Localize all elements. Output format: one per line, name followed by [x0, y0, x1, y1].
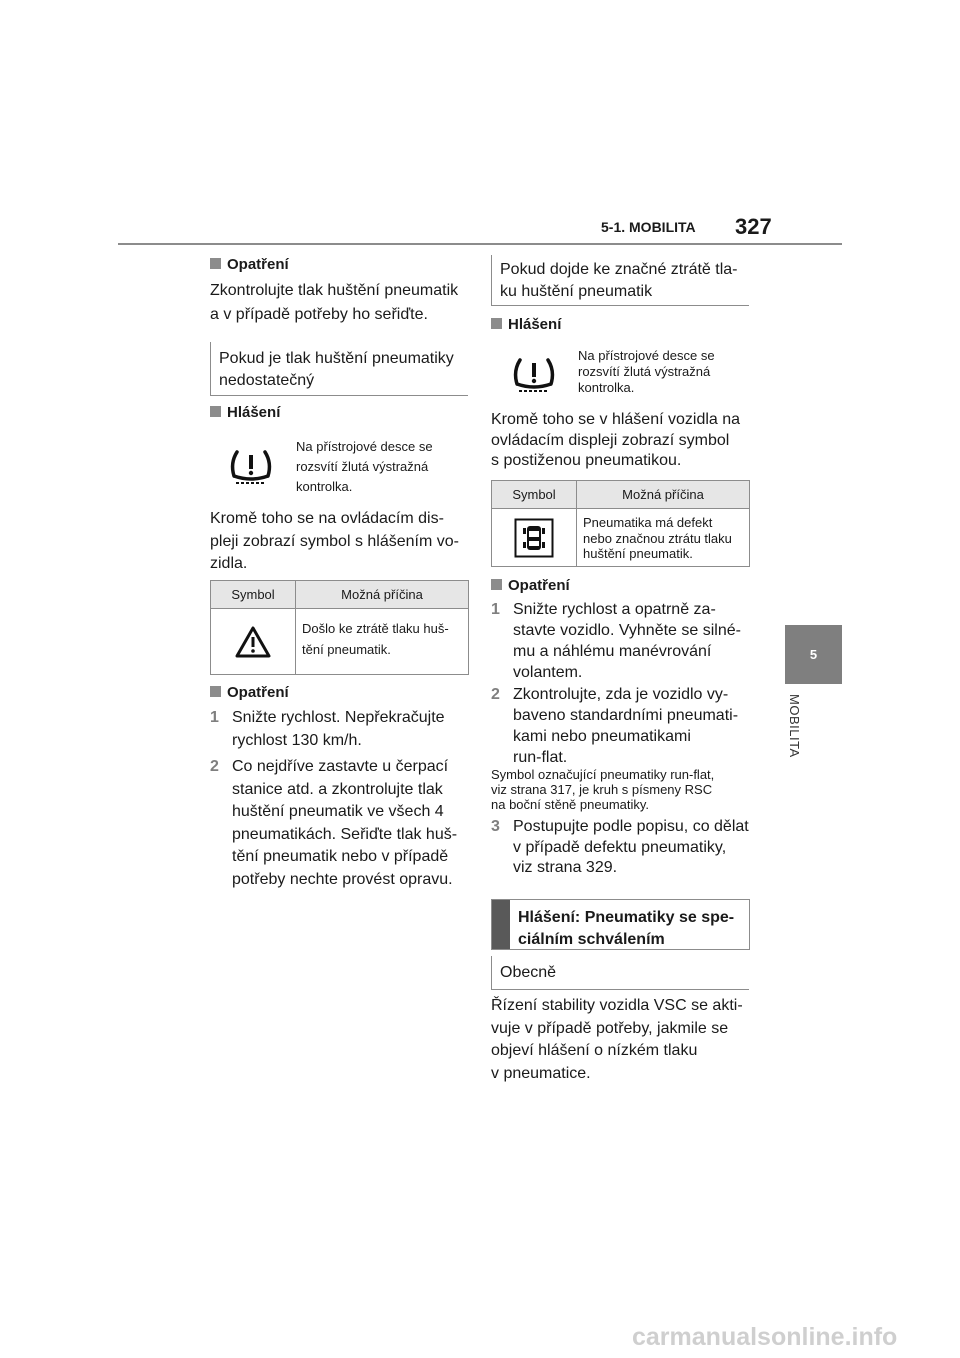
- chapter-tab[interactable]: 5: [785, 625, 842, 684]
- chapter-label: MOBILITA: [787, 694, 802, 758]
- low-pressure-box-title: Pokud je tlak huštění pneumatiky nedostatečný: [210, 342, 468, 396]
- step-1-left: 1 Snižte rychlost. Nepřekračujte rychlost 130 km/h.: [210, 709, 445, 749]
- table-header-cause: Možná příčina: [296, 581, 469, 609]
- watermark: carmanualsonline.info: [632, 1323, 898, 1351]
- section-title: 5-1. MOBILITA: [601, 219, 696, 235]
- step-1-right: 1 Snižte rychlost a opatrně za- stavte vozidlo. Vyhněte se silné- mu a náhlému manévrování volantem.: [491, 601, 741, 681]
- table-header-symbol: Symbol: [211, 581, 296, 609]
- table-row: [492, 509, 577, 567]
- special-approval-heading: Hlášení: Pneumatiky se spe- ciálním schválením: [491, 899, 750, 950]
- opatreni-heading-1: Opatření: [210, 256, 289, 273]
- display-text-left: Kromě toho se na ovládacím dis- pleji zobrazí symbol s hlášením vo- zidla.: [210, 510, 459, 572]
- run-flat-note: Symbol označující pneumatiky run-flat, viz strana 317, je kruh s písmeny RSC na boční stěně pneumatiky.: [491, 767, 715, 812]
- significant-loss-box-title: Pokud dojde ke značné ztrátě tla- ku huštění pneumatik: [491, 255, 749, 306]
- indicator-text-right: Na přístrojové desce se rozsvítí žlutá výstražná kontrolka.: [578, 348, 715, 395]
- vsc-text: Řízení stability vozidla VSC se akti- vuje v případě potřeby, jakmile se objeví hlášení o nízkém tlaku v pneumatice.: [491, 997, 743, 1082]
- header-divider: [118, 243, 842, 245]
- heading-accent-bar: [492, 900, 510, 949]
- table-row: [211, 609, 296, 675]
- cause-cell-right: Pneumatika má defekt nebo značnou ztrátu tlaku huštění pneumatik.: [577, 509, 750, 567]
- page-number: 327: [735, 214, 772, 239]
- warning-triangle-icon: [234, 625, 272, 659]
- vehicle-tire-icon: [514, 518, 554, 558]
- step-3-right: 3 Postupujte podle popisu, co dělat v případě defektu pneumatiky, viz strana 329.: [491, 818, 749, 876]
- step-2-right: 2 Zkontrolujte, zda je vozidlo vy- baveno standardními pneumati- kami nebo pneumatikami run-flat.: [491, 686, 739, 766]
- symbol-table-left: [210, 580, 469, 675]
- tire-pressure-warning-icon-right: [511, 357, 557, 397]
- obecne-heading: Obecně: [491, 956, 749, 990]
- indicator-text-left: Na přístrojové desce se rozsvítí žlutá výstražná kontrolka.: [296, 439, 433, 494]
- opatreni-heading-right: Opatření: [491, 577, 570, 594]
- hlaseni-heading-left: Hlášení: [210, 404, 280, 421]
- symbol-table-right: [491, 480, 750, 567]
- tire-pressure-warning-icon: [228, 449, 274, 489]
- opatreni-heading-2: Opatření: [210, 684, 289, 701]
- table-header-cause: Možná příčina: [577, 481, 750, 509]
- table-header-symbol: Symbol: [492, 481, 577, 509]
- check-pressure-text: Zkontrolujte tlak huštění pneumatik a v případě potřeby ho seřiďte.: [210, 282, 459, 323]
- step-2-left: 2 Co nejdříve zastavte u čerpací stanice atd. a zkontrolujte tlak huštění pneumatik ve všech 4 pneumatikách. Seřiďte tlak huš- tění pneumatik nebo v případě potřeby nechte provést opravu.: [210, 758, 458, 888]
- hlaseni-heading-right: Hlášení: [491, 316, 561, 333]
- display-text-right: Kromě toho se v hlášení vozidla na ovládacím displeji zobrazí symbol s postiženou pneumatikou.: [491, 411, 741, 469]
- cause-cell-left: Došlo ke ztrátě tlaku huš- tění pneumatik.: [296, 609, 469, 675]
